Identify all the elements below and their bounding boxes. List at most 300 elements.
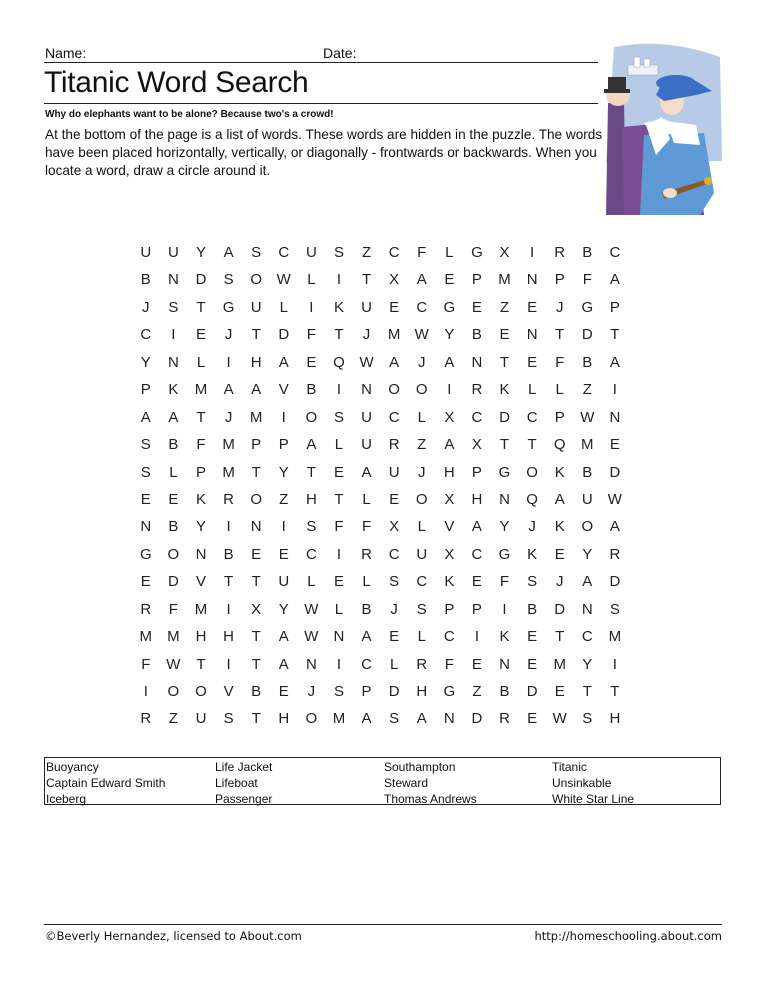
grid-letter[interactable]: W <box>304 600 319 618</box>
grid-letter[interactable]: E <box>527 655 538 673</box>
grid-letter[interactable]: I <box>336 271 342 289</box>
grid-letter[interactable]: B <box>582 463 593 481</box>
grid-letter[interactable]: M <box>581 436 594 454</box>
grid-letter[interactable]: J <box>224 408 233 426</box>
grid-letter[interactable]: T <box>499 436 510 454</box>
grid-letter[interactable]: S <box>527 573 538 591</box>
grid-letter[interactable]: T <box>499 353 510 371</box>
grid-letter[interactable]: D <box>581 326 593 344</box>
grid-letter[interactable]: M <box>222 463 235 481</box>
grid-letter[interactable]: B <box>168 518 179 536</box>
grid-letter[interactable]: M <box>387 326 401 344</box>
grid-letter[interactable]: D <box>195 271 207 289</box>
grid-letter[interactable]: I <box>336 655 342 673</box>
grid-letter[interactable]: L <box>445 244 454 261</box>
grid-letter[interactable]: H <box>471 490 483 508</box>
grid-letter[interactable]: A <box>168 408 179 426</box>
grid-letter[interactable]: L <box>555 381 564 399</box>
grid-letter[interactable]: A <box>361 463 372 481</box>
grid-letter[interactable]: H <box>443 463 455 481</box>
grid-letter[interactable]: H <box>223 628 234 646</box>
grid-letter[interactable]: P <box>251 436 262 454</box>
grid-letter[interactable]: I <box>281 408 286 426</box>
grid-letter[interactable]: N <box>609 408 621 426</box>
grid-letter[interactable]: L <box>334 600 344 618</box>
grid-letter[interactable]: E <box>554 683 565 700</box>
grid-letter[interactable]: A <box>361 710 372 728</box>
grid-letter[interactable]: T <box>361 271 372 289</box>
grid-letter[interactable]: C <box>278 244 290 261</box>
grid-letter[interactable]: L <box>417 408 426 426</box>
grid-letter[interactable]: S <box>168 298 179 316</box>
grid-letter[interactable]: P <box>278 436 289 454</box>
grid-letter[interactable]: K <box>527 545 538 563</box>
grid-letter[interactable]: L <box>362 573 371 591</box>
grid-letter[interactable]: L <box>334 436 344 454</box>
grid-letter[interactable]: X <box>499 244 510 261</box>
grid-letter[interactable]: B <box>361 600 372 618</box>
grid-letter[interactable]: J <box>142 298 150 316</box>
grid-letter[interactable]: C <box>443 628 455 646</box>
grid-letter[interactable]: T <box>251 326 261 344</box>
grid-letter[interactable]: A <box>416 271 427 289</box>
grid-letter[interactable]: M <box>167 628 180 646</box>
grid-letter[interactable]: S <box>251 244 262 261</box>
grid-letter[interactable]: R <box>499 710 510 728</box>
grid-letter[interactable]: E <box>168 490 179 508</box>
grid-letter[interactable]: F <box>196 436 206 454</box>
grid-letter[interactable]: D <box>167 573 179 591</box>
grid-letter[interactable]: G <box>498 463 511 481</box>
grid-letter[interactable]: X <box>444 545 455 563</box>
grid-letter[interactable]: N <box>499 490 510 508</box>
grid-letter[interactable]: E <box>471 655 482 673</box>
grid-letter[interactable]: C <box>609 244 621 261</box>
grid-letter[interactable]: R <box>223 490 234 508</box>
grid-letter[interactable]: A <box>361 628 372 646</box>
grid-letter[interactable]: E <box>389 298 400 316</box>
grid-letter[interactable]: R <box>361 545 372 563</box>
grid-letter[interactable]: K <box>168 381 179 399</box>
grid-letter[interactable]: O <box>250 271 262 289</box>
grid-letter[interactable]: O <box>250 490 262 508</box>
grid-letter[interactable]: A <box>416 710 427 728</box>
grid-letter[interactable]: G <box>139 545 152 563</box>
grid-letter[interactable]: U <box>388 463 400 481</box>
grid-letter[interactable]: A <box>609 271 620 289</box>
grid-letter[interactable]: I <box>474 628 479 646</box>
grid-letter[interactable]: F <box>582 271 592 289</box>
grid-letter[interactable]: L <box>196 353 206 371</box>
grid-letter[interactable]: S <box>609 600 620 618</box>
grid-letter[interactable]: A <box>278 353 289 371</box>
grid-letter[interactable]: A <box>609 353 620 371</box>
grid-letter[interactable]: M <box>249 408 263 426</box>
grid-letter[interactable]: N <box>526 326 538 344</box>
grid-letter[interactable]: G <box>581 298 594 316</box>
grid-letter[interactable]: P <box>195 463 206 481</box>
grid-letter[interactable]: O <box>415 490 428 508</box>
grid-letter[interactable]: F <box>555 353 565 371</box>
grid-letter[interactable]: W <box>304 628 319 646</box>
grid-letter[interactable]: A <box>554 490 565 508</box>
grid-letter[interactable]: T <box>582 683 592 700</box>
grid-letter[interactable]: R <box>554 244 566 261</box>
grid-letter[interactable]: L <box>417 518 426 536</box>
grid-letter[interactable]: F <box>334 518 344 536</box>
grid-letter[interactable]: T <box>251 463 261 481</box>
grid-letter[interactable]: N <box>443 710 455 728</box>
grid-letter[interactable]: M <box>222 436 235 454</box>
grid-letter[interactable]: L <box>362 490 371 508</box>
grid-letter[interactable]: J <box>417 353 426 371</box>
grid-letter[interactable]: A <box>140 408 151 426</box>
grid-letter[interactable]: L <box>307 573 316 591</box>
grid-letter[interactable]: L <box>527 381 537 399</box>
grid-letter[interactable]: M <box>194 600 208 618</box>
grid-letter[interactable]: E <box>609 436 620 454</box>
grid-letter[interactable]: C <box>416 298 428 316</box>
grid-letter[interactable]: U <box>361 436 372 454</box>
grid-letter[interactable]: N <box>305 655 317 673</box>
grid-letter[interactable]: R <box>140 600 152 618</box>
grid-letter[interactable]: O <box>305 408 318 426</box>
grid-letter[interactable]: T <box>306 463 316 481</box>
grid-letter[interactable]: Y <box>195 518 206 536</box>
grid-letter[interactable]: P <box>609 298 620 316</box>
grid-letter[interactable]: L <box>417 628 426 646</box>
grid-letter[interactable]: I <box>502 600 507 618</box>
grid-letter[interactable]: P <box>471 600 482 618</box>
grid-letter[interactable]: P <box>554 408 565 426</box>
grid-letter[interactable]: O <box>167 545 180 563</box>
grid-letter[interactable]: H <box>609 710 621 728</box>
grid-letter[interactable]: I <box>226 518 231 536</box>
grid-letter[interactable]: E <box>527 628 538 646</box>
grid-letter[interactable]: U <box>140 244 152 261</box>
grid-letter[interactable]: O <box>167 683 180 700</box>
grid-letter[interactable]: Z <box>417 436 427 454</box>
grid-letter[interactable]: C <box>305 545 317 563</box>
grid-letter[interactable]: N <box>581 600 593 618</box>
grid-letter[interactable]: V <box>195 573 206 591</box>
grid-letter[interactable]: U <box>167 244 179 261</box>
grid-letter[interactable]: C <box>416 573 428 591</box>
grid-letter[interactable]: A <box>609 518 620 536</box>
grid-letter[interactable]: C <box>361 655 372 673</box>
grid-letter[interactable]: U <box>361 298 372 316</box>
grid-letter[interactable]: B <box>140 271 151 289</box>
grid-letter[interactable]: Z <box>472 683 482 700</box>
grid-letter[interactable]: T <box>251 710 261 728</box>
grid-letter[interactable]: J <box>362 326 371 344</box>
grid-letter[interactable]: J <box>555 298 564 316</box>
grid-letter[interactable]: I <box>447 381 452 399</box>
grid-letter[interactable]: K <box>499 628 510 646</box>
grid-letter[interactable]: O <box>195 683 207 700</box>
grid-letter[interactable]: E <box>471 573 482 591</box>
grid-letter[interactable]: E <box>389 628 400 646</box>
grid-letter[interactable]: I <box>226 600 231 618</box>
grid-letter[interactable]: P <box>361 683 372 700</box>
grid-letter[interactable]: H <box>195 628 207 646</box>
grid-letter[interactable]: I <box>143 683 148 700</box>
grid-letter[interactable]: M <box>498 271 511 289</box>
grid-letter[interactable]: D <box>554 600 566 618</box>
grid-letter[interactable]: A <box>306 436 317 454</box>
grid-letter[interactable]: F <box>306 326 316 344</box>
grid-letter[interactable]: W <box>607 490 622 508</box>
grid-letter[interactable]: B <box>471 326 482 344</box>
grid-letter[interactable]: Q <box>526 490 538 508</box>
grid-letter[interactable]: B <box>499 683 510 700</box>
grid-letter[interactable]: D <box>526 683 538 700</box>
grid-letter[interactable]: N <box>140 518 152 536</box>
grid-letter[interactable]: H <box>278 710 290 728</box>
grid-letter[interactable]: C <box>388 244 400 261</box>
grid-letter[interactable]: U <box>250 298 262 316</box>
grid-letter[interactable]: E <box>471 298 482 316</box>
grid-letter[interactable]: W <box>414 326 429 344</box>
grid-letter[interactable]: N <box>250 518 262 536</box>
grid-letter[interactable]: A <box>223 244 234 261</box>
grid-letter[interactable]: K <box>444 573 455 591</box>
grid-letter[interactable]: N <box>167 271 179 289</box>
grid-letter[interactable]: S <box>306 518 317 536</box>
grid-letter[interactable]: P <box>140 381 151 399</box>
grid-letter[interactable]: Y <box>582 655 593 673</box>
grid-letter[interactable]: G <box>471 244 483 261</box>
grid-letter[interactable]: X <box>444 490 455 508</box>
grid-letter[interactable]: J <box>224 326 233 344</box>
grid-letter[interactable]: E <box>444 271 455 289</box>
grid-letter[interactable]: V <box>278 381 289 399</box>
grid-letter[interactable]: R <box>388 436 400 454</box>
grid-letter[interactable]: A <box>444 353 455 371</box>
grid-letter[interactable]: V <box>223 683 234 700</box>
grid-letter[interactable]: K <box>195 490 206 508</box>
grid-letter[interactable]: C <box>140 326 152 344</box>
grid-letter[interactable]: O <box>305 710 318 728</box>
grid-letter[interactable]: E <box>306 353 317 371</box>
grid-letter[interactable]: E <box>251 545 262 563</box>
grid-letter[interactable]: U <box>305 244 317 261</box>
grid-letter[interactable]: S <box>140 463 151 481</box>
grid-letter[interactable]: Q <box>553 436 566 454</box>
grid-letter[interactable]: T <box>610 683 620 700</box>
grid-letter[interactable]: W <box>276 271 291 289</box>
grid-letter[interactable]: W <box>580 408 595 426</box>
grid-letter[interactable]: I <box>530 244 535 261</box>
grid-letter[interactable]: E <box>527 298 538 316</box>
grid-letter[interactable]: P <box>554 271 565 289</box>
grid-letter[interactable]: C <box>388 408 400 426</box>
grid-letter[interactable]: G <box>443 298 456 316</box>
grid-letter[interactable]: S <box>416 600 427 618</box>
grid-letter[interactable]: Y <box>278 463 289 481</box>
grid-letter[interactable]: F <box>361 518 372 536</box>
grid-letter[interactable]: S <box>140 436 151 454</box>
grid-letter[interactable]: X <box>389 271 400 289</box>
grid-letter[interactable]: I <box>281 518 286 536</box>
grid-letter[interactable]: E <box>195 326 206 344</box>
grid-letter[interactable]: C <box>581 628 593 646</box>
grid-letter[interactable]: F <box>141 655 151 673</box>
grid-letter[interactable]: S <box>582 710 593 728</box>
grid-letter[interactable]: A <box>278 628 289 646</box>
grid-letter[interactable]: N <box>333 628 345 646</box>
grid-letter[interactable]: F <box>417 244 427 261</box>
grid-letter[interactable]: E <box>333 573 344 591</box>
grid-letter[interactable]: H <box>305 490 317 508</box>
grid-letter[interactable]: I <box>612 381 617 399</box>
grid-letter[interactable]: K <box>554 463 565 481</box>
grid-letter[interactable]: C <box>471 545 483 563</box>
grid-letter[interactable]: I <box>336 545 342 563</box>
grid-letter[interactable]: U <box>195 710 207 728</box>
grid-letter[interactable]: D <box>388 683 400 700</box>
grid-letter[interactable]: R <box>416 655 428 673</box>
grid-letter[interactable]: W <box>552 710 567 728</box>
grid-letter[interactable]: O <box>388 381 400 399</box>
grid-letter[interactable]: F <box>499 573 510 591</box>
grid-letter[interactable]: B <box>306 381 317 399</box>
grid-letter[interactable]: P <box>471 463 482 481</box>
grid-letter[interactable]: Z <box>582 381 592 399</box>
grid-letter[interactable]: E <box>527 353 538 371</box>
grid-letter[interactable]: P <box>444 600 455 618</box>
grid-letter[interactable]: N <box>499 655 510 673</box>
grid-letter[interactable]: S <box>389 573 400 591</box>
grid-letter[interactable]: Y <box>499 518 510 536</box>
grid-letter[interactable]: E <box>278 545 289 563</box>
grid-letter[interactable]: N <box>361 381 372 399</box>
grid-letter[interactable]: R <box>471 381 483 399</box>
grid-letter[interactable]: L <box>389 655 399 673</box>
grid-letter[interactable]: N <box>471 353 483 371</box>
grid-letter[interactable]: H <box>250 353 262 371</box>
grid-letter[interactable]: T <box>251 628 261 646</box>
grid-letter[interactable]: B <box>251 683 262 700</box>
grid-letter[interactable]: S <box>333 244 344 261</box>
grid-letter[interactable]: T <box>555 628 565 646</box>
grid-letter[interactable]: U <box>278 573 290 591</box>
grid-letter[interactable]: A <box>389 353 400 371</box>
grid-letter[interactable]: Z <box>168 710 178 728</box>
grid-letter[interactable]: T <box>196 408 206 426</box>
grid-letter[interactable]: D <box>278 326 290 344</box>
grid-letter[interactable]: S <box>333 408 344 426</box>
grid-letter[interactable]: J <box>555 573 564 591</box>
grid-letter[interactable]: D <box>499 408 510 426</box>
grid-letter[interactable]: B <box>582 244 593 261</box>
grid-letter[interactable]: D <box>609 463 621 481</box>
grid-letter[interactable]: E <box>140 490 151 508</box>
grid-letter[interactable]: A <box>444 436 455 454</box>
grid-letter[interactable]: J <box>417 463 426 481</box>
grid-letter[interactable]: N <box>526 271 538 289</box>
grid-letter[interactable]: S <box>389 710 400 728</box>
grid-letter[interactable]: K <box>554 518 565 536</box>
grid-letter[interactable]: X <box>444 408 455 426</box>
grid-letter[interactable]: A <box>251 381 262 399</box>
grid-letter[interactable]: M <box>332 710 346 728</box>
grid-letter[interactable]: I <box>226 353 231 371</box>
grid-letter[interactable]: T <box>334 490 344 508</box>
grid-letter[interactable]: O <box>415 381 428 399</box>
grid-letter[interactable]: T <box>196 298 206 316</box>
grid-letter[interactable]: C <box>388 545 400 563</box>
grid-letter[interactable]: T <box>251 655 261 673</box>
grid-letter[interactable]: X <box>251 600 262 618</box>
grid-letter[interactable]: T <box>555 326 565 344</box>
grid-letter[interactable]: L <box>307 271 316 289</box>
grid-letter[interactable]: Q <box>333 353 345 371</box>
grid-letter[interactable]: H <box>416 683 428 700</box>
grid-letter[interactable]: T <box>334 326 344 344</box>
grid-letter[interactable]: D <box>609 573 621 591</box>
grid-letter[interactable]: M <box>194 381 208 399</box>
grid-letter[interactable]: O <box>581 518 594 536</box>
grid-letter[interactable]: B <box>582 353 593 371</box>
grid-letter[interactable]: F <box>168 600 178 618</box>
grid-letter[interactable]: R <box>140 710 152 728</box>
grid-letter[interactable]: X <box>389 518 400 536</box>
grid-letter[interactable]: T <box>527 436 537 454</box>
grid-letter[interactable]: F <box>444 655 454 673</box>
grid-letter[interactable]: V <box>444 518 455 536</box>
grid-letter[interactable]: A <box>223 381 234 399</box>
grid-letter[interactable]: Z <box>499 298 510 316</box>
grid-letter[interactable]: E <box>333 463 344 481</box>
grid-letter[interactable]: T <box>251 573 261 591</box>
grid-letter[interactable]: I <box>309 298 314 316</box>
grid-letter[interactable]: C <box>471 408 483 426</box>
grid-letter[interactable]: Y <box>278 600 289 618</box>
grid-letter[interactable]: B <box>168 436 179 454</box>
grid-letter[interactable]: Y <box>582 545 593 563</box>
grid-letter[interactable]: M <box>553 655 566 673</box>
grid-letter[interactable]: Y <box>140 353 151 371</box>
grid-letter[interactable]: E <box>140 573 151 591</box>
grid-letter[interactable]: J <box>390 600 398 618</box>
grid-letter[interactable]: N <box>195 545 207 563</box>
grid-letter[interactable]: L <box>279 298 288 316</box>
grid-letter[interactable]: O <box>526 463 538 481</box>
grid-letter[interactable]: R <box>609 545 621 563</box>
grid-letter[interactable]: Y <box>444 326 455 344</box>
grid-letter[interactable]: P <box>471 271 482 289</box>
grid-letter[interactable]: Y <box>195 244 206 261</box>
grid-letter[interactable]: I <box>336 381 342 399</box>
grid-letter[interactable]: I <box>612 655 617 673</box>
grid-letter[interactable]: M <box>139 628 153 646</box>
grid-letter[interactable]: N <box>167 353 179 371</box>
grid-letter[interactable]: T <box>196 655 206 673</box>
grid-letter[interactable]: K <box>333 298 344 316</box>
grid-letter[interactable]: J <box>528 518 536 536</box>
grid-letter[interactable]: E <box>499 326 510 344</box>
grid-letter[interactable]: X <box>471 436 482 454</box>
grid-letter[interactable]: U <box>416 545 428 563</box>
grid-letter[interactable]: C <box>526 408 538 426</box>
grid-letter[interactable]: E <box>389 490 400 508</box>
grid-letter[interactable]: B <box>223 545 234 563</box>
grid-letter[interactable]: E <box>554 545 565 563</box>
grid-letter[interactable]: G <box>443 683 456 700</box>
grid-letter[interactable]: I <box>171 326 176 344</box>
grid-letter[interactable]: B <box>527 600 538 618</box>
